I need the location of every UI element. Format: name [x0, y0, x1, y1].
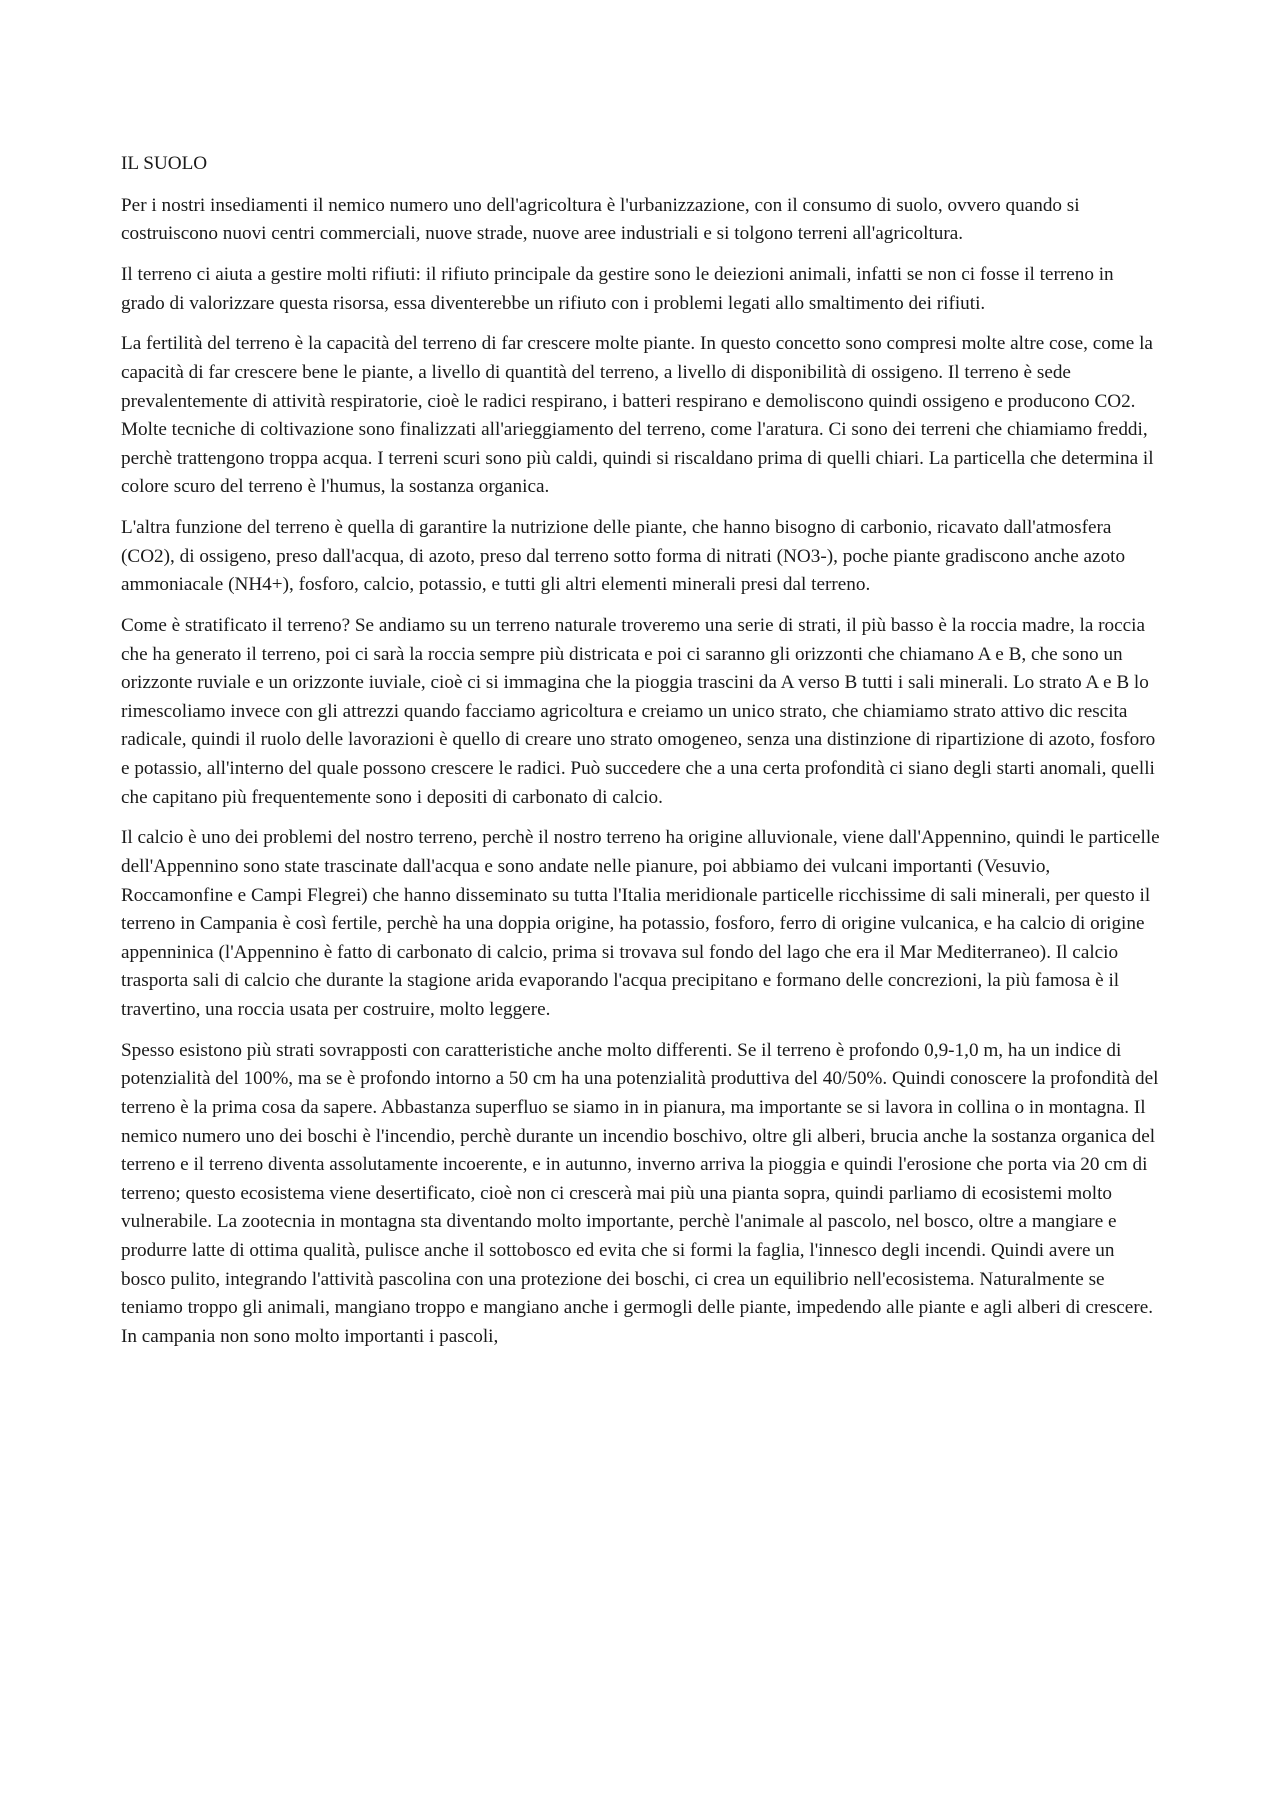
paragraph-calcium: Il calcio è uno dei problemi del nostro terreno, perchè il nostro terreno ha origine alluvionale, viene dall'Appennino, quindi le particelle dell'Appennino sono state trascinate dall'acqua e sono andate nelle pianure, poi abbiamo dei vulcani importanti (Vesuvio, Roccamonfine e Campi Flegrei) che hanno disseminato su tutta l'Italia meridionale particelle ricchissime di sali minerali, per questo il terreno in Campania è così fertile, perchè ha una doppia origine, ha potassio, fosforo, ferro di origine vulcanica, e ha calcio di origine appenninica (l'Appennino è fatto di carbonato di calcio, prima si trovava sul fondo del lago che era il Mar Mediterraneo). Il calcio trasporta sali di calcio che durante la stagione arida evaporando l'acqua precipitano e formano delle concrezioni, la più famosa è il travertino, una roccia usata per costruire, molto leggere. [121, 827, 1160, 1020]
paragraph-depth: Spesso esistono più strati sovrapposti con caratteristiche anche molto differenti. Se il terreno è profondo 0,9-1,0 m, ha un indice di potenzialità del 100%, ma se è profondo intorno a 50 cm ha una potenzialità produttiva del 40/50%. Quindi conoscere la profondità del terreno è la prima cosa da sapere. Abbastanza superfluo se siamo in in pianura, ma importante se si lavora in collina o in montagna. Il nemico numero uno dei boschi è l'incendio, perchè durante un incendio boschivo, oltre gli alberi, brucia anche la sostanza organica del terreno e il terreno diventa assolutamente incoerente, e in autunno, inverno arriva la pioggia e quindi l'erosione che porta via 20 cm di terreno; questo ecosistema viene desertificato, cioè non ci crescerà mai più una pianta sopra, quindi parliamo di ecosistemi molto vulnerabile. La zootecnia in montagna sta diventando molto importante, perchè l'animale al pascolo, nel bosco, oltre a mangiare e produrre latte di ottima qualità, pulisce anche il sottobosco ed evita che si formi la faglia, l'innesco degli incendi. Quindi avere un bosco pulito, integrando l'attività pascolina con una protezione dei boschi, ci crea un equilibrio nell'ecosistema. Naturalmente se teniamo troppo gli animali, mangiano troppo e mangiano anche i germogli delle piante, impedendo alle piante e agli alberi di crescere. In campania non sono molto importanti i pascoli, [121, 1039, 1159, 1347]
document-title: IL SUOLO [121, 153, 208, 174]
paragraph-nutrition: L'altra funzione del terreno è quella di garantire la nutrizione delle piante, che hanno bisogno di carbonio, ricavato dall'atmosfera (CO2), di ossigeno, preso dall'acqua, di azoto, preso dal terreno sotto forma di nitrati (NO3-), poche piante gradiscono anche azoto ammoniacale (NH4+), fosforo, calcio, potassio, e tutti gli altri elementi minerali presi dal terreno. [121, 517, 1126, 596]
paragraph-waste: Il terreno ci aiuta a gestire molti rifiuti: il rifiuto principale da gestire sono le deiezioni animali, infatti se non ci fosse il terreno in grado di valorizzare questa risorsa, essa diventerebbe un rifiuto con i problemi legati allo smaltimento dei rifiuti. [121, 263, 1114, 314]
paragraph-stratification: Come è stratificato il terreno? Se andiamo su un terreno naturale troveremo una serie di strati, il più basso è la roccia madre, la roccia che ha generato il terreno, poi ci sarà la roccia sempre più districata e poi ci saranno gli orizzonti che chiamano A e B, che sono un orizzonte ruviale e un orizzonte iuviale, cioè ci si immagina che la pioggia trascini da A verso B tutti i sali minerali. Lo strato A e B lo rimescoliamo invece con gli attrezzi quando facciamo agricoltura e creiamo un unico strato, che chiamiamo strato attivo dic rescita radicale, quindi il ruolo delle lavorazioni è quello di creare uno strato omogeneo, senza una distinzione di ripartizione di azoto, fosforo e potassio, all'interno del quale possono crescere le radici. Può succedere che a una certa profondità ci siano degli starti anomali, quelli che capitano più frequentemente sono i depositi di carbonato di calcio. [121, 615, 1156, 808]
paragraph-urbanization: Per i nostri insediamenti il nemico numero uno dell'agricoltura è l'urbanizzazione, con il consumo di suolo, ovvero quando si costruiscono nuovi centri commerciali, nuove strade, nuove aree industriali e si tolgono terreni all'agricoltura. [121, 194, 1080, 245]
paragraph-fertility: La fertilità del terreno è la capacità del terreno di far crescere molte piante. In questo concetto sono compresi molte altre cose, come la capacità di far crescere bene le piante, a livello di quantità del terreno, a livello di disponibilità di ossigeno. Il terreno è sede prevalentemente di attività respiratorie, cioè le radici respirano, i batteri respirano e demoliscono quindi ossigeno e producono CO2. Molte tecniche di coltivazione sono finalizzati all'arieggiamento del terreno, come l'aratura. Ci sono dei terreni che chiamiamo freddi, perchè trattengono troppa acqua. I terreni scuri sono più caldi, quindi si riscaldano prima di quelli chiari. La particella che determina il colore scuro del terreno è l'humus, la sostanza organica. [121, 333, 1154, 498]
document-page [121, 150, 1161, 1363]
